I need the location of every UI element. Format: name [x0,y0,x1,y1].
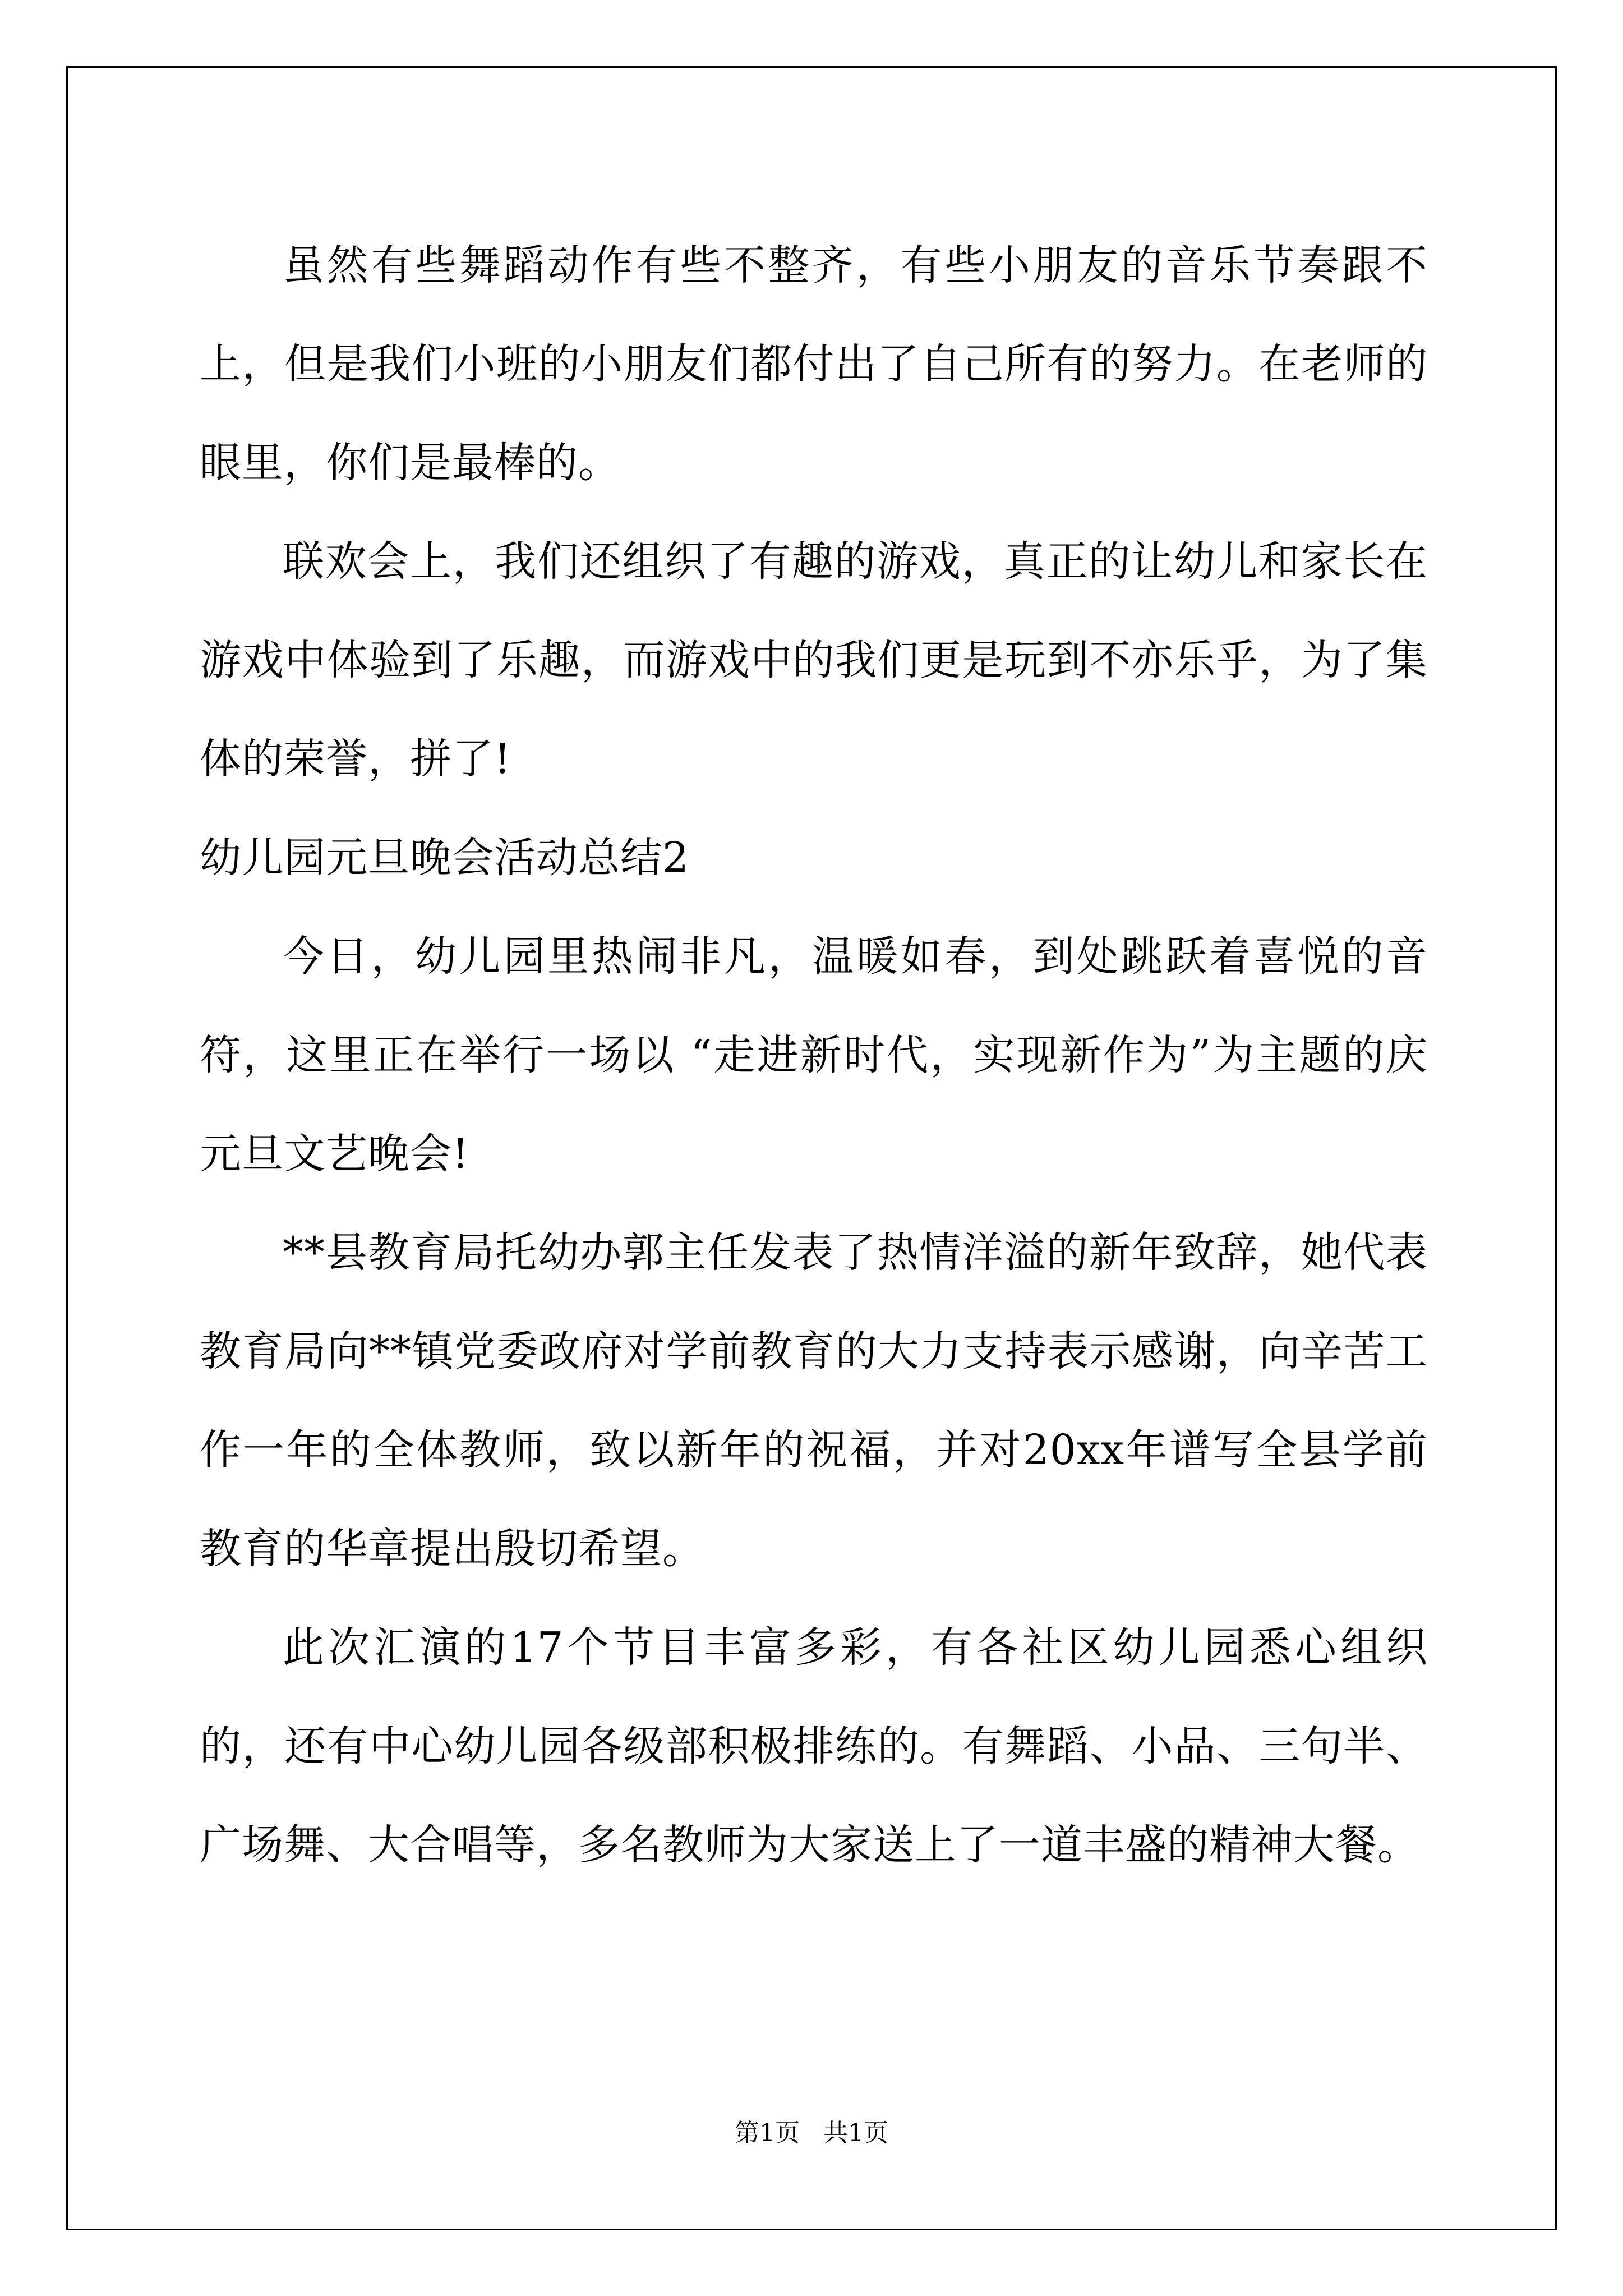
paragraph-4: **县教育局托幼办郭主任发表了热情洋溢的新年致辞，她代表教育局向**镇党委政府对学前教育的大力支持表示感谢，向辛苦工作一年的全体教师，致以新年的祝福，并对20xx年谱写全县学前教育的华章提出殷切希望。 [200,1228,1428,1573]
page-footer: 第1页 共1页 [735,2119,888,2147]
paragraph-3: 今日，幼儿园里热闹非凡，温暖如春，到处跳跃着喜悦的音符，这里正在举行一场以 “走进新时代，实现新作为”为主题的庆元旦文艺晚会! [200,932,1428,1178]
paragraph-2: 联欢会上，我们还组织了有趣的游戏，真正的让幼儿和家长在游戏中体验到了乐趣，而游戏中的我们更是玩到不亦乐乎，为了集体的荣誉，拼了! [200,537,1428,783]
document-body [200,216,1428,1894]
paragraph-1: 虽然有些舞蹈动作有些不整齐，有些小朋友的音乐节奏跟不上，但是我们小班的小朋友们都付出了自己所有的努力。在老师的眼里，你们是最棒的。 [200,241,1428,487]
paragraph-5: 此次汇演的17个节目丰富多彩，有各社区幼儿园悉心组织的，还有中心幼儿园各级部积极排练的。有舞蹈、小品、三句半、广场舞、大合唱等，多名教师为大家送上了一道丰盛的精神大餐。 [200,1623,1428,1869]
section-heading: 幼儿园元旦晚会活动总结2 [200,834,690,882]
